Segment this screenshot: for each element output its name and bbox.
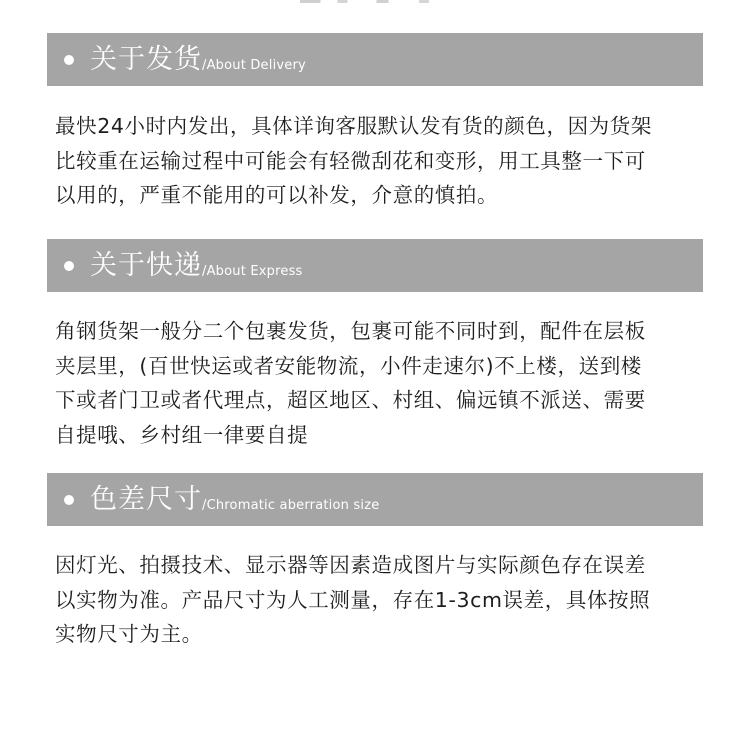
section-subtitle-delivery: /About Delivery [202, 58, 306, 73]
section-title-delivery: 关于发货 [90, 44, 202, 75]
paragraph-line: 最快24小时内发出，具体详询客服默认发有货的颜色，因为货架 [55, 114, 652, 138]
bullet-dot-icon [64, 495, 74, 505]
paragraph-line: 以实物为准。产品尺寸为人工测量，存在1-3cm误差，具体按照 [55, 587, 651, 612]
bullet-dot-icon [64, 261, 74, 271]
section-body-delivery [55, 109, 705, 213]
paragraph-line: 以用的，严重不能用的可以补发，介意的慎拍。 [55, 183, 499, 207]
paragraph-line: 下或者门卫或者代理点，超区地区、村组、偏远镇不派送、需要 [55, 388, 646, 412]
section-header-express [47, 239, 703, 292]
section-body-color-size [55, 548, 705, 652]
paragraph-line: 比较重在运输过程中可能会有轻微刮花和变形，用工具整一下可 [55, 148, 646, 173]
section-header-color-size [47, 473, 703, 526]
paragraph-line: 实物尺寸为主。 [55, 622, 203, 646]
section-title-express: 关于快递 [90, 250, 202, 281]
section-title-color-size: 色差尺寸 [90, 484, 202, 515]
section-subtitle-express: /About Express [202, 264, 303, 279]
section-body-express [55, 314, 705, 452]
paragraph-line: 夹层里，(百世快运或者安能物流，小件走速尔)不上楼，送到楼 [55, 353, 642, 378]
section-subtitle-color-size: /Chromatic aberration size [202, 498, 380, 513]
cropped-top-text-fragment [300, 0, 470, 3]
paragraph-line: 因灯光、拍摄技术、显示器等因素造成图片与实际颜色存在误差 [55, 553, 646, 577]
paragraph-line: 角钢货架一般分二个包裹发货，包裹可能不同时到，配件在层板 [55, 319, 646, 343]
paragraph-line: 自提哦、乡村组一律要自提 [55, 422, 309, 447]
section-header-delivery [47, 33, 703, 86]
bullet-dot-icon [64, 55, 74, 65]
